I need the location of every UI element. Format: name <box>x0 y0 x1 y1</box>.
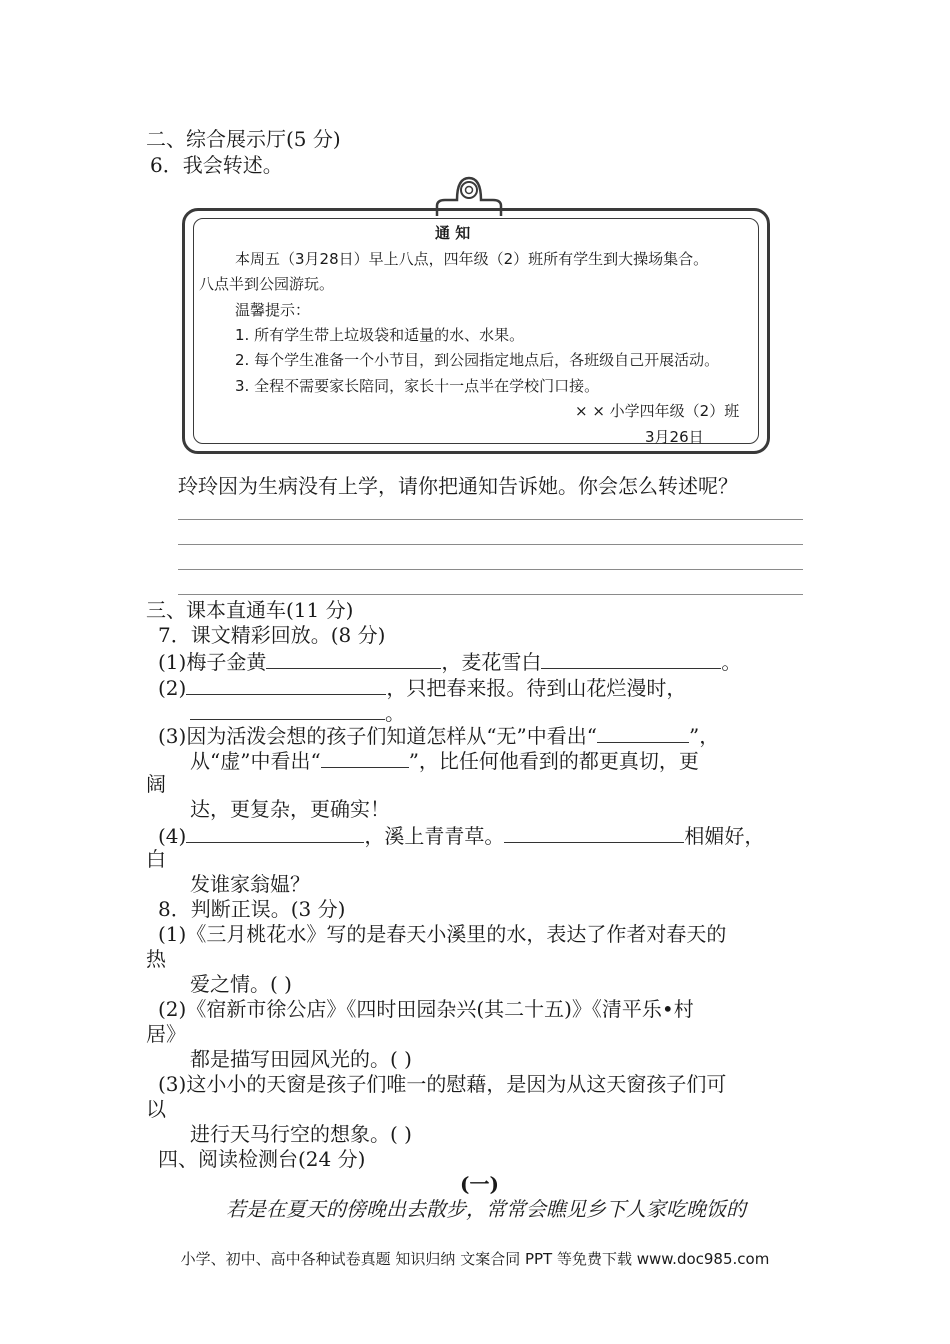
retell-prompt: 玲玲因为生病没有上学，请你把通知告诉她。你会怎么转述呢？ <box>178 474 738 498</box>
q7-4-wrap-char: 白 <box>146 847 166 871</box>
q7-2-blank-1[interactable] <box>186 674 386 695</box>
question-6: 6．我会转述。 <box>150 153 283 177</box>
answer-line-3[interactable] <box>178 569 803 570</box>
q8-3-wrap-char: 以 <box>146 1097 166 1121</box>
q8-3-line-1: (3)这小小的天窗是孩子们唯一的慰藉，是因为从这天窗孩子们可 <box>158 1072 727 1096</box>
q7-4-text-b: ，溪上青青草。 <box>364 824 505 848</box>
q7-4-line-2: 发谁家翁媪？ <box>190 872 310 896</box>
reading-subheading: (一) <box>460 1172 499 1196</box>
question-7: 7．课文精彩回放。(8 分) <box>158 623 386 647</box>
question-7-4 <box>158 822 764 848</box>
q7-3-wrap-char: 阔 <box>146 772 166 796</box>
question-7-1 <box>158 648 741 674</box>
q7-3-blank-1[interactable] <box>597 722 689 743</box>
q7-1-text-a: (1)梅子金黄 <box>158 650 267 674</box>
answer-line-1[interactable] <box>178 519 803 520</box>
q7-3-blank-2[interactable] <box>321 747 409 768</box>
q7-1-text-c: 。 <box>721 650 742 674</box>
q8-2-wrap-char: 居》 <box>146 1022 186 1046</box>
question-7-3-cont <box>190 747 699 773</box>
notice-title: 通 知 <box>435 224 471 242</box>
notice-body-line-1: 本周五（3月28日）早上八点，四年级（2）班所有学生到大操场集合。 <box>235 250 709 268</box>
reading-paragraph: 若是在夏天的傍晚出去散步，常常会瞧见乡下人家吃晚饭的 <box>226 1197 746 1221</box>
q7-3-text-a: (3)因为活泼会想的孩子们知道怎样从“无”中看出“ <box>158 724 598 748</box>
page-footer: 小学、初中、高中各种试卷真题 知识归纳 文案合同 PPT 等免费下载 www.doc985.com <box>180 1250 770 1268</box>
notice-tip-1: 1. 所有学生带上垃圾袋和适量的水、水果。 <box>235 326 525 344</box>
question-7-2 <box>158 674 686 700</box>
q7-2-text-b: ，只把春来报。待到山花烂漫时， <box>386 676 687 700</box>
q7-4-blank-1[interactable] <box>186 822 364 843</box>
q7-1-text-b: ，麦花雪白 <box>441 650 542 674</box>
notice-tip-3: 3. 全程不需要家长陪同，家长十一点半在学校门口接。 <box>235 377 600 395</box>
q8-1-wrap-char: 热 <box>146 947 166 971</box>
q8-2-line-2[interactable]: 都是描写田园风光的。( ) <box>190 1047 412 1071</box>
q7-1-blank-1[interactable] <box>266 648 441 669</box>
notice-tip-2: 2. 每个学生准备一个小节目，到公园指定地点后，各班级自己开展活动。 <box>235 351 720 369</box>
section-4-heading: 四、阅读检测台(24 分) <box>158 1147 366 1171</box>
q7-4-text-c: 相媚好， <box>684 824 765 848</box>
notice-board <box>182 208 770 454</box>
q7-2-blank-2[interactable] <box>190 699 385 720</box>
q7-3-text-b: ”， <box>689 724 720 748</box>
q8-1-line-1: (1)《三月桃花水》写的是春天小溪里的水，表达了作者对春天的 <box>158 922 727 946</box>
notice-signature: × × 小学四年级（2）班 <box>575 402 740 420</box>
q8-3-line-2[interactable]: 进行天马行空的想象。( ) <box>190 1122 412 1146</box>
q7-4-blank-2[interactable] <box>504 822 684 843</box>
notice-body-line-2: 八点半到公园游玩。 <box>199 275 335 293</box>
notice-date: 3月26日 <box>645 428 704 446</box>
q7-3-text-c: 从“虚”中看出“ <box>190 749 321 773</box>
q7-1-blank-2[interactable] <box>541 648 721 669</box>
question-7-3 <box>158 722 719 748</box>
section-2-heading: 二、综合展示厅(5 分) <box>146 127 341 151</box>
q7-2-text-c: 。 <box>385 701 405 725</box>
q7-2-text-a: (2) <box>158 676 187 700</box>
answer-line-2[interactable] <box>178 544 803 545</box>
q8-1-line-2[interactable]: 爱之情。( ) <box>190 972 292 996</box>
section-3-heading: 三、课本直通车(11 分) <box>146 598 354 622</box>
question-8: 8．判断正误。(3 分) <box>158 897 346 921</box>
answer-line-4[interactable] <box>178 594 803 595</box>
q7-4-text-a: (4) <box>158 824 187 848</box>
q7-3-line-3: 达，更复杂，更确实！ <box>190 797 390 821</box>
notice-tips-title: 温馨提示： <box>235 301 311 319</box>
q8-2-line-1: (2)《宿新市徐公店》《四时田园杂兴(其二十五)》《清平乐•村 <box>158 997 694 1021</box>
q7-3-text-d: ”，比任何他看到的都更真切，更 <box>408 749 699 773</box>
